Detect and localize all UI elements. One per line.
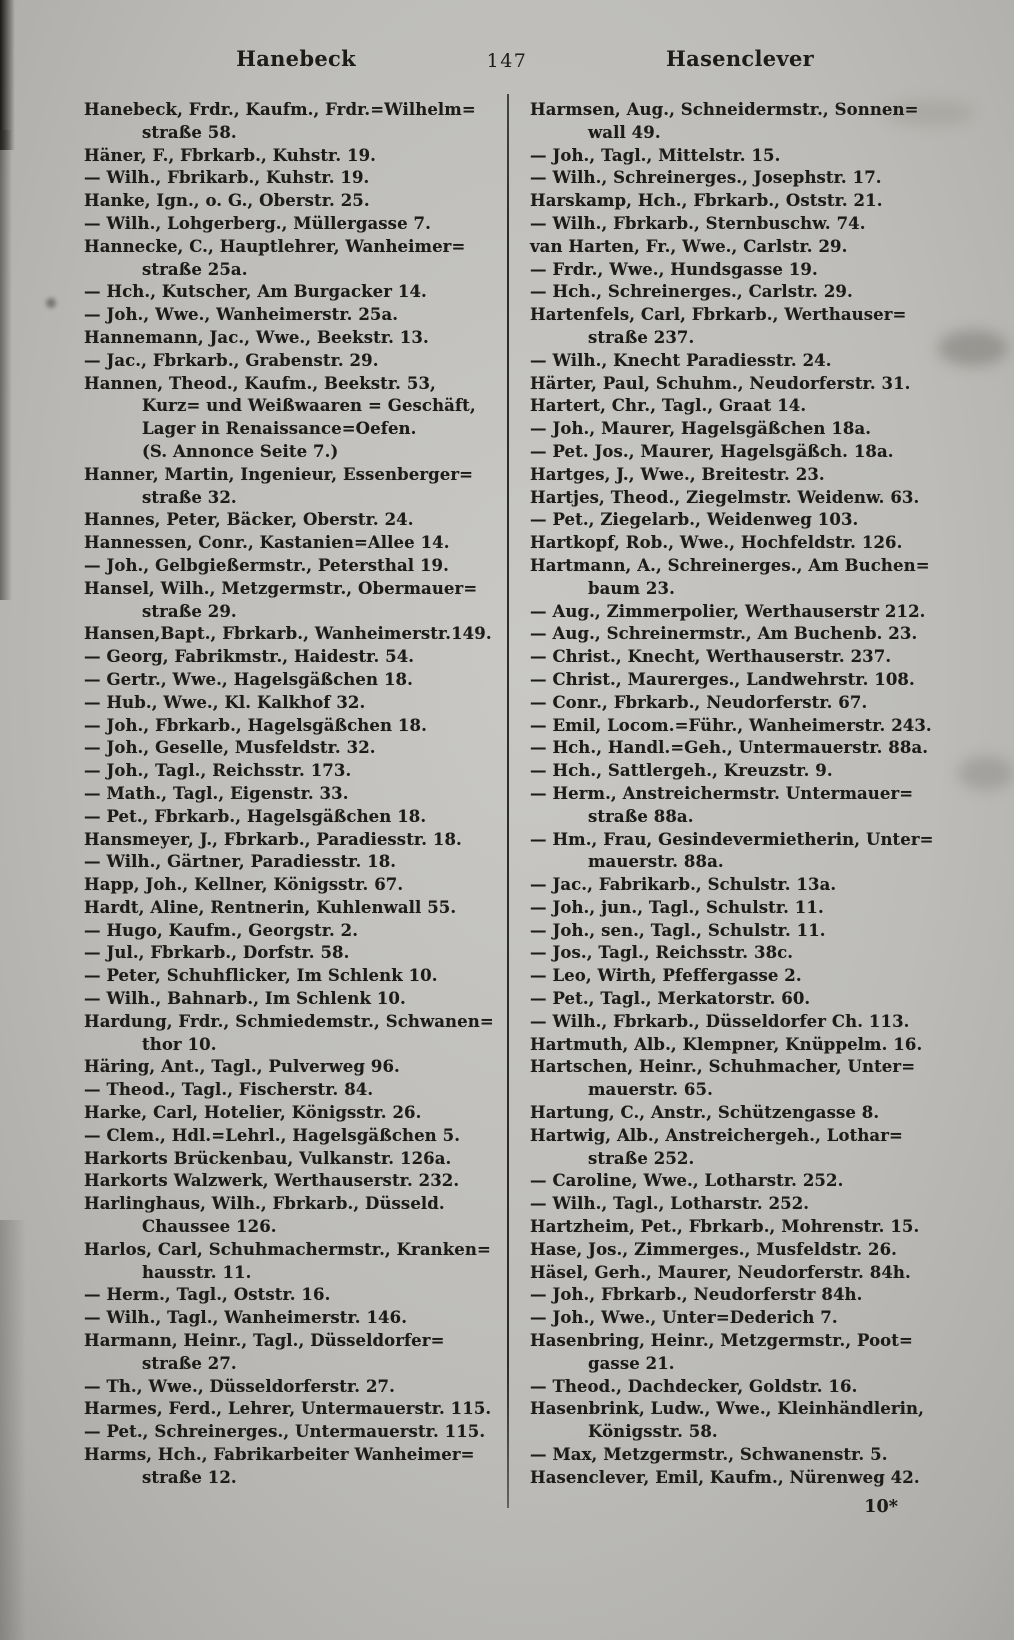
directory-entry <box>84 1307 508 1330</box>
entry-line: — Peter, Schuhflicker, Im Schlenk 10. <box>84 966 438 986</box>
entry-line: — Georg, Fabrikmstr., Haidestr. 54. <box>84 647 415 667</box>
entry-line: — Christ., Knecht, Werthauserstr. 237. <box>530 647 892 667</box>
directory-entry <box>530 1376 950 1399</box>
directory-entry <box>530 1307 950 1330</box>
directory-entry <box>84 806 508 829</box>
directory-entry <box>530 1330 950 1376</box>
directory-entry <box>530 897 950 920</box>
entry-line: Hasenbring, Heinr., Metzgermstr., Poot= <box>530 1331 913 1351</box>
directory-entry <box>84 988 508 1011</box>
entry-line: — Wilh., Fbrkarb., Düsseldorfer Ch. 113. <box>530 1011 910 1031</box>
entry-line: — Herm., Tagl., Oststr. 16. <box>84 1285 331 1305</box>
directory-entry <box>530 281 950 304</box>
scan-edge-shadow <box>0 1220 26 1640</box>
directory-entry <box>84 1421 508 1444</box>
left-column <box>84 99 508 1490</box>
directory-entry <box>84 965 508 988</box>
entry-line: Hanke, Ign., o. G., Oberstr. 25. <box>84 191 370 211</box>
directory-entry <box>530 783 950 829</box>
directory-entry <box>84 669 508 692</box>
directory-entry <box>84 1102 508 1125</box>
directory-entry <box>530 418 950 441</box>
directory-entry <box>84 555 508 578</box>
directory-entry <box>530 1102 950 1125</box>
directory-entry <box>530 1467 950 1490</box>
entry-line: Harmann, Heinr., Tagl., Düsseldorfer= <box>84 1331 445 1351</box>
directory-entry <box>530 190 950 213</box>
entry-line: — Frdr., Wwe., Hundsgasse 19. <box>530 259 818 279</box>
directory-entry <box>530 1170 950 1193</box>
directory-entry <box>530 965 950 988</box>
entry-line: straße 32. <box>142 487 237 507</box>
entry-line: — Aug., Schreinermstr., Am Buchenb. 23. <box>530 624 918 644</box>
directory-entry <box>84 1056 508 1079</box>
entry-line: — Th., Wwe., Düsseldorferstr. 27. <box>84 1376 395 1396</box>
entry-line: Hansmeyer, J., Fbrkarb., Paradiesstr. 18. <box>84 829 462 849</box>
directory-entry <box>84 1148 508 1171</box>
directory-entry <box>84 692 508 715</box>
entry-line: Hardung, Frdr., Schmiedemstr., Schwanen= <box>84 1011 494 1031</box>
directory-entry <box>530 145 950 168</box>
entry-line: — Joh., Tagl., Reichsstr. 173. <box>84 761 352 781</box>
directory-entry <box>84 464 508 510</box>
scan-artifact <box>958 756 1014 790</box>
entry-line: van Harten, Fr., Wwe., Carlstr. 29. <box>530 236 848 256</box>
directory-entry <box>530 1398 950 1444</box>
scan-edge-shadow <box>0 130 12 600</box>
directory-entry <box>530 441 950 464</box>
directory-entry <box>530 532 950 555</box>
entry-line: — Joh., Maurer, Hagelsgäßchen 18a. <box>530 419 872 439</box>
entry-line: — Max, Metzgermstr., Schwanenstr. 5. <box>530 1445 888 1465</box>
directory-entry <box>84 737 508 760</box>
directory-entry <box>84 1193 508 1239</box>
directory-entry <box>530 1262 950 1285</box>
entry-line: — Hch., Sattlergeh., Kreuzstr. 9. <box>530 761 833 781</box>
entry-line: — Jul., Fbrkarb., Dorfstr. 58. <box>84 943 350 963</box>
directory-entry <box>84 920 508 943</box>
directory-entry <box>84 897 508 920</box>
entry-line: Harskamp, Hch., Fbrkarb., Oststr. 21. <box>530 191 883 211</box>
entry-line: — Joh., Wwe., Unter=Dederich 7. <box>530 1308 838 1328</box>
entry-line: Hasenclever, Emil, Kaufm., Nürenweg 42. <box>530 1467 920 1487</box>
entry-line: Hartges, J., Wwe., Breitestr. 23. <box>530 464 825 484</box>
directory-entry <box>530 373 950 396</box>
entry-line: — Jac., Fabrikarb., Schulstr. 13a. <box>530 875 837 895</box>
entry-line: Hartzheim, Pet., Fbrkarb., Mohrenstr. 15. <box>530 1217 920 1237</box>
entry-line: hausstr. 11. <box>142 1262 252 1282</box>
entry-line: — Pet. Jos., Maurer, Hagelsgäßch. 18a. <box>530 441 894 461</box>
entry-line: straße 27. <box>142 1353 237 1373</box>
directory-entry <box>530 1239 950 1262</box>
entry-line: — Conr., Fbrkarb., Neudorferstr. 67. <box>530 692 868 712</box>
entry-line: — Theod., Tagl., Fischerstr. 84. <box>84 1080 374 1100</box>
directory-entry <box>530 167 950 190</box>
directory-entry <box>84 373 508 464</box>
directory-entry <box>530 829 950 875</box>
entry-line: — Wilh., Gärtner, Paradiesstr. 18. <box>84 852 397 872</box>
entry-line: Königsstr. 58. <box>588 1422 718 1442</box>
directory-entry <box>84 1330 508 1376</box>
directory-entry <box>530 1056 950 1102</box>
entry-line: — Hub., Wwe., Kl. Kalkhof 32. <box>84 692 366 712</box>
entry-line: — Pet., Schreinerges., Untermauerstr. 115. <box>84 1422 486 1442</box>
entry-line: Happ, Joh., Kellner, Königsstr. 67. <box>84 875 404 895</box>
directory-entry <box>530 601 950 624</box>
directory-entry <box>530 715 950 738</box>
entry-line: Harmes, Ferd., Lehrer, Untermauerstr. 115. <box>84 1399 492 1419</box>
directory-entry <box>530 395 950 418</box>
entry-line: — Joh., Fbrkarb., Neudorferstr 84h. <box>530 1285 863 1305</box>
directory-entry <box>84 304 508 327</box>
directory-entry <box>84 1011 508 1057</box>
directory-entry <box>530 1216 950 1239</box>
directory-entry <box>530 646 950 669</box>
entry-line: — Wilh., Knecht Paradiesstr. 24. <box>530 350 832 370</box>
directory-entry <box>84 942 508 965</box>
entry-line: — Hch., Schreinerges., Carlstr. 29. <box>530 282 853 302</box>
directory-entry <box>530 988 950 1011</box>
entry-line: — Aug., Zimmerpolier, Werthauserstr 212. <box>530 601 926 621</box>
entry-line: Hannemann, Jac., Wwe., Beekstr. 13. <box>84 327 429 347</box>
directory-entry <box>84 1239 508 1285</box>
entry-line: — Jac., Fbrkarb., Grabenstr. 29. <box>84 350 379 370</box>
entry-line: Hartert, Chr., Tagl., Graat 14. <box>530 396 807 416</box>
entry-line: — Pet., Tagl., Merkatorstr. 60. <box>530 989 811 1009</box>
header-left-title: Hanebeck <box>236 46 356 71</box>
directory-entry <box>84 623 508 646</box>
entry-line: Kurz= und Weißwaaren = Geschäft, <box>142 396 476 416</box>
entry-line: Hase, Jos., Zimmerges., Musfeldstr. 26. <box>530 1239 898 1259</box>
directory-entry <box>84 145 508 168</box>
page-number: 147 <box>486 50 528 72</box>
directory-entry <box>84 1079 508 1102</box>
directory-entry <box>530 213 950 236</box>
entry-line: — Herm., Anstreichermstr. Untermauer= <box>530 783 914 803</box>
directory-entry <box>84 99 508 145</box>
directory-entry <box>84 509 508 532</box>
entry-line: — Caroline, Wwe., Lotharstr. 252. <box>530 1171 844 1191</box>
right-column <box>530 99 950 1518</box>
entry-line: Lager in Renaissance=Oefen. <box>142 419 417 439</box>
entry-line: — Pet., Ziegelarb., Weidenweg 103. <box>530 510 859 530</box>
entry-line: Hannen, Theod., Kaufm., Beekstr. 53, <box>84 373 436 393</box>
entry-line: — Wilh., Bahnarb., Im Schlenk 10. <box>84 989 406 1009</box>
directory-entry <box>530 1125 950 1171</box>
directory-entry <box>530 874 950 897</box>
directory-entry <box>84 532 508 555</box>
entry-line: — Joh., Wwe., Wanheimerstr. 25a. <box>84 305 399 325</box>
directory-entry <box>530 1011 950 1034</box>
entry-line: — Leo, Wirth, Pfeffergasse 2. <box>530 966 802 986</box>
entry-line: — Wilh., Fbrkarb., Sternbuschw. 74. <box>530 213 866 233</box>
entry-line: — Gertr., Wwe., Hagelsgäßchen 18. <box>84 669 413 689</box>
directory-entry <box>84 213 508 236</box>
entry-line: gasse 21. <box>588 1353 675 1373</box>
entry-line: straße 237. <box>588 327 695 347</box>
entry-line: Harmsen, Aug., Schneidermstr., Sonnen= <box>530 100 919 119</box>
entry-line: — Pet., Fbrkarb., Hagelsgäßchen 18. <box>84 806 427 826</box>
entry-line: Chaussee 126. <box>142 1217 277 1237</box>
entry-line: Harkorts Walzwerk, Werthauserstr. 232. <box>84 1171 460 1191</box>
entry-line: Harms, Hch., Fabrikarbeiter Wanheimer= <box>84 1445 475 1465</box>
directory-entry <box>84 715 508 738</box>
directory-entry <box>84 646 508 669</box>
directory-entry <box>530 1284 950 1307</box>
entry-line: Harke, Carl, Hotelier, Königsstr. 26. <box>84 1103 422 1123</box>
entry-line: Hartung, C., Anstr., Schützengasse 8. <box>530 1103 880 1123</box>
directory-entry <box>530 350 950 373</box>
directory-entry <box>84 578 508 624</box>
directory-entry <box>530 464 950 487</box>
directory-entry <box>84 783 508 806</box>
entry-line: Harkorts Brückenbau, Vulkanstr. 126a. <box>84 1148 452 1168</box>
entry-line: Hartkopf, Rob., Wwe., Hochfeldstr. 126. <box>530 533 903 553</box>
entry-line: — Emil, Locom.=Führ., Wanheimerstr. 243. <box>530 715 932 735</box>
entry-line: Hanner, Martin, Ingenieur, Essenberger= <box>84 464 474 484</box>
entry-line: Hartenfels, Carl, Fbrkarb., Werthauser= <box>530 305 907 325</box>
entry-line: straße 25a. <box>142 259 248 279</box>
entry-line: Harlos, Carl, Schuhmachermstr., Kranken= <box>84 1239 491 1259</box>
entry-line: mauerstr. 88a. <box>588 852 724 872</box>
entry-line: — Wilh., Tagl., Lotharstr. 252. <box>530 1194 810 1214</box>
directory-entry <box>530 487 950 510</box>
entry-line: — Wilh., Fbrikarb., Kuhstr. 19. <box>84 168 370 188</box>
entry-line: — Joh., Tagl., Mittelstr. 15. <box>530 145 781 165</box>
directory-entry <box>530 760 950 783</box>
scan-artifact <box>46 298 56 308</box>
entry-line: mauerstr. 65. <box>588 1080 713 1100</box>
entry-line: — Theod., Dachdecker, Goldstr. 16. <box>530 1376 858 1396</box>
directory-entry <box>84 851 508 874</box>
directory-entry <box>84 1284 508 1307</box>
directory-entry <box>530 623 950 646</box>
entry-line: — Math., Tagl., Eigenstr. 33. <box>84 783 349 803</box>
directory-entry <box>84 829 508 852</box>
directory-entry <box>84 190 508 213</box>
header-right-title: Hasenclever <box>666 46 814 71</box>
directory-entry <box>84 1125 508 1148</box>
entry-line: Hartjes, Theod., Ziegelmstr. Weidenw. 63. <box>530 487 920 507</box>
entry-line: straße 58. <box>142 122 237 142</box>
entry-line: Hansen,Bapt., Fbrkarb., Wanheimerstr.149. <box>84 624 492 644</box>
scan-edge-shadow <box>0 0 15 150</box>
entry-line: Häner, F., Fbrkarb., Kuhstr. 19. <box>84 145 377 165</box>
entry-line: Hartschen, Heinr., Schuhmacher, Unter= <box>530 1057 916 1077</box>
entry-line: — Hch., Kutscher, Am Burgacker 14. <box>84 282 427 302</box>
directory-entry <box>530 669 950 692</box>
entry-line: — Hm., Frau, Gesindevermietherin, Unter= <box>530 829 934 849</box>
directory-entry <box>530 259 950 282</box>
entry-line: — Christ., Maurerges., Landwehrstr. 108. <box>530 669 915 689</box>
directory-entry <box>84 350 508 373</box>
directory-entry <box>84 167 508 190</box>
directory-entry <box>84 1170 508 1193</box>
entry-line: — Jos., Tagl., Reichsstr. 38c. <box>530 943 794 963</box>
entry-line: Häsel, Gerh., Maurer, Neudorferstr. 84h. <box>530 1262 911 1282</box>
directory-entry <box>84 281 508 304</box>
entry-line: — Hch., Handl.=Geh., Untermauerstr. 88a. <box>530 738 929 758</box>
entry-line: straße 252. <box>588 1148 695 1168</box>
entry-line: — Joh., jun., Tagl., Schulstr. 11. <box>530 897 824 917</box>
entry-line: — Joh., Fbrkarb., Hagelsgäßchen 18. <box>84 715 427 735</box>
directory-entry <box>84 1444 508 1490</box>
entry-line: — Wilh., Lohgerberg., Müllergasse 7. <box>84 213 431 233</box>
directory-entry <box>530 509 950 532</box>
directory-entry <box>530 555 950 601</box>
entry-line: Hanebeck, Frdr., Kaufm., Frdr.=Wilhelm= <box>84 100 476 119</box>
entry-line: straße 29. <box>142 601 237 621</box>
entry-line: Harlinghaus, Wilh., Fbrkarb., Düsseld. <box>84 1194 445 1214</box>
directory-entry <box>84 1376 508 1399</box>
entry-line: Häring, Ant., Tagl., Pulverweg 96. <box>84 1057 400 1077</box>
entry-line: Hartwig, Alb., Anstreichergeh., Lothar= <box>530 1125 903 1145</box>
entry-line: — Wilh., Tagl., Wanheimerstr. 146. <box>84 1308 408 1328</box>
entry-line: Hannessen, Conr., Kastanien=Allee 14. <box>84 533 450 553</box>
entry-line: baum 23. <box>588 578 675 598</box>
directory-entry <box>530 99 950 145</box>
entry-line: Hartmuth, Alb., Klempner, Knüppelm. 16. <box>530 1034 923 1054</box>
entry-line: — Joh., Geselle, Musfeldstr. 32. <box>84 738 376 758</box>
directory-entry <box>84 874 508 897</box>
entry-line: Hasenbrink, Ludw., Wwe., Kleinhändlerin, <box>530 1399 924 1419</box>
signature-mark: 10* <box>864 1496 898 1517</box>
entry-line: wall 49. <box>588 122 661 142</box>
entry-line: Hartmann, A., Schreinerges., Am Buchen= <box>530 555 930 575</box>
directory-entry <box>530 236 950 259</box>
directory-entry <box>84 236 508 282</box>
entry-line: — Joh., sen., Tagl., Schulstr. 11. <box>530 920 826 940</box>
directory-entry <box>530 304 950 350</box>
entry-line: (S. Annonce Seite 7.) <box>142 441 339 461</box>
directory-entry <box>84 1398 508 1421</box>
directory-entry <box>530 1444 950 1467</box>
entry-line: straße 12. <box>142 1467 237 1487</box>
entry-line: Hansel, Wilh., Metzgermstr., Obermauer= <box>84 578 478 598</box>
directory-entry <box>530 1034 950 1057</box>
directory-entry <box>84 760 508 783</box>
entry-line: Hannecke, C., Hauptlehrer, Wanheimer= <box>84 236 466 256</box>
entry-line: — Hugo, Kaufm., Georgstr. 2. <box>84 920 359 940</box>
entry-line: — Wilh., Schreinerges., Josephstr. 17. <box>530 168 882 188</box>
entry-line: straße 88a. <box>588 806 694 826</box>
directory-entry <box>530 920 950 943</box>
directory-entry <box>530 1193 950 1216</box>
directory-entry <box>530 692 950 715</box>
directory-entry <box>84 327 508 350</box>
entry-line: — Clem., Hdl.=Lehrl., Hagelsgäßchen 5. <box>84 1125 461 1145</box>
entry-line: Härter, Paul, Schuhm., Neudorferstr. 31. <box>530 373 911 393</box>
entry-line: Hardt, Aline, Rentnerin, Kuhlenwall 55. <box>84 897 457 917</box>
entry-line: thor 10. <box>142 1034 217 1054</box>
entry-line: — Joh., Gelbgießermstr., Petersthal 19. <box>84 555 449 575</box>
directory-entry <box>530 737 950 760</box>
entry-line: Hannes, Peter, Bäcker, Oberstr. 24. <box>84 510 414 530</box>
directory-entry <box>530 942 950 965</box>
